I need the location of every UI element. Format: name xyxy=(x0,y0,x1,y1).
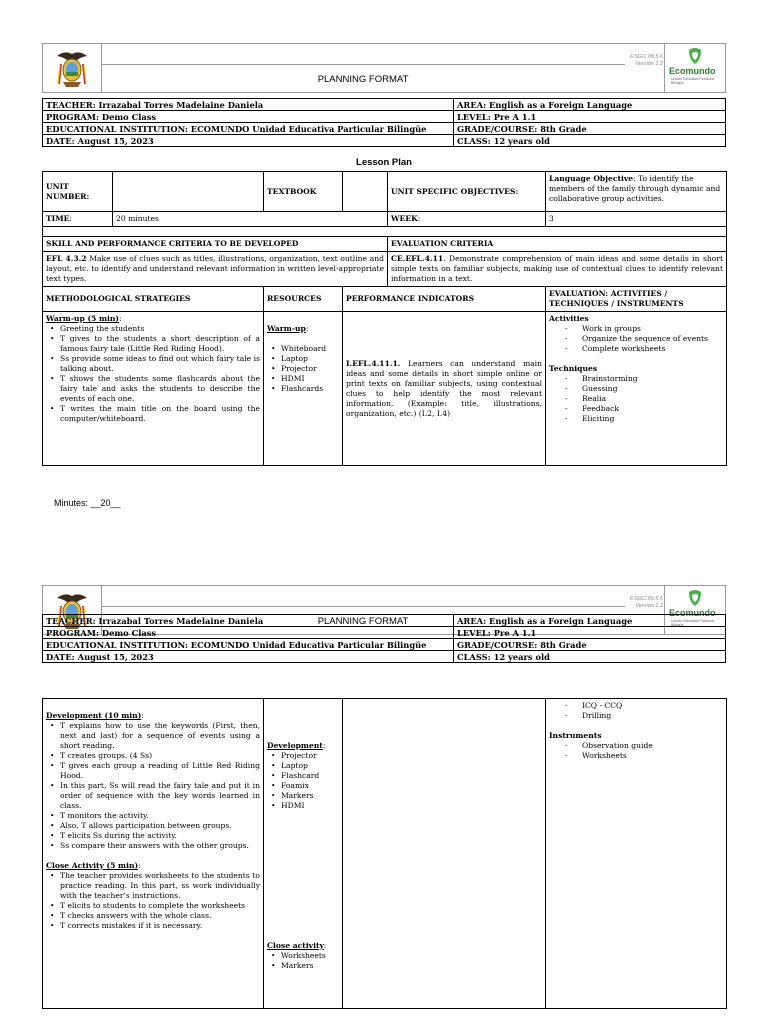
evaluation-criteria-description xyxy=(388,252,727,287)
list-item: • Also, T allows participation between groups. xyxy=(60,821,260,831)
header-title: PLANNING FORMAT xyxy=(317,74,409,85)
list-item: • HDMI xyxy=(281,801,339,811)
list-item: • T elicits to students to complete the worksheets xyxy=(60,901,260,911)
text-segment: : xyxy=(69,214,72,223)
unit-number-value xyxy=(113,172,264,212)
evaluation-activities xyxy=(546,312,727,466)
list-item: - Worksheets xyxy=(582,751,723,761)
list-item: • Markers xyxy=(281,961,339,971)
list-item: - Guessing xyxy=(582,384,723,394)
list-item: • Laptop xyxy=(281,354,339,364)
text-segment: Make use of clues such as titles, illustrations, organization, text outline and layout, etc. to identify and understand relevant information in written level-appropriate text types. xyxy=(46,254,384,283)
text-segment: Instruments xyxy=(549,731,602,740)
minutes-label: Minutes: __20__ xyxy=(54,498,121,508)
text-segment: EFL 4.3.2 xyxy=(46,254,87,263)
list-item: - Realia xyxy=(582,394,723,404)
time-label xyxy=(43,212,113,227)
area-cell: AREA: English as a Foreign Language xyxy=(454,99,726,111)
level-cell: LEVEL: Pre A 1.1 xyxy=(454,111,726,123)
ecuador-coat-of-arms-icon xyxy=(43,44,102,92)
skill-header: SKILL AND PERFORMANCE CRITERIA TO BE DEVELOPED xyxy=(43,237,388,252)
text-segment: Warm-up xyxy=(267,324,306,333)
logo-subtext: Unidad Educativa Particular Bilingüe xyxy=(671,619,715,627)
text-segment: . Demonstrate comprehension of main ideas and some details in short simple texts on familiar subjects, making use of contextual clues to identify relevant information in a text. xyxy=(391,254,723,283)
text-segment: WEEK xyxy=(391,214,418,223)
logo-text: Ecomundo xyxy=(669,66,716,76)
unit-number-label xyxy=(43,172,113,212)
teacher-cell: TEACHER: Irrazabal Torres Madelaine Daniela xyxy=(43,615,454,627)
program-cell: PROGRAM: Demo Class xyxy=(43,627,454,639)
development-strategies xyxy=(43,699,264,1009)
list-item: • T writes the main title on the board using the computer/whiteboard. xyxy=(60,404,260,424)
lesson-plan-table xyxy=(42,171,727,466)
logo-text: Ecomundo xyxy=(669,608,716,618)
time-value: 20 minutes xyxy=(113,212,388,227)
evaluation-activities-header: EVALUATION: ACTIVITIES / TECHNIQUES / INSTRUMENTS xyxy=(546,287,727,312)
list-item: - Organize the sequence of events xyxy=(582,334,723,344)
list-item: • Projector xyxy=(281,364,339,374)
text-segment: Close activity xyxy=(267,941,324,950)
list-item: • T creates groups. (4 Ss) xyxy=(60,751,260,761)
list-item: • Projector xyxy=(281,751,339,761)
program-cell: PROGRAM: Demo Class xyxy=(43,111,454,123)
list-item: • Greeting the students xyxy=(60,324,260,334)
resources-header: RESOURCES xyxy=(264,287,343,312)
date-cell: DATE: August 15, 2023 xyxy=(43,651,454,663)
textbook-label xyxy=(264,172,343,212)
list-item: • Foamix xyxy=(281,781,339,791)
evaluation-continued xyxy=(546,699,727,1009)
grade-cell: GRADE/COURSE: 8th Grade xyxy=(454,639,726,651)
performance-header: PERFORMANCE INDICATORS xyxy=(343,287,546,312)
text-segment: : xyxy=(323,941,327,950)
list-item: • T shows the students some flashcards about the fairy tale and asks the students to describe the events of each one. xyxy=(60,374,260,404)
warmup-resources xyxy=(264,312,343,466)
list-item: • T explains how to use the keywords (First, then, next and last) for a sequence of events using a short reading. xyxy=(60,721,260,751)
info-table xyxy=(42,614,726,663)
text-segment: Techniques xyxy=(549,364,598,373)
list-item: • Whiteboard xyxy=(281,344,339,354)
week-value: 3 xyxy=(546,212,727,227)
performance-indicator-continued xyxy=(343,699,546,1009)
list-item: • In this part, Ss will read the fairy tale and put it in order of sequence with the key words learned in class. xyxy=(60,781,260,811)
warmup-strategies xyxy=(43,312,264,466)
text-segment: : xyxy=(417,214,421,223)
list-item: • Flashcard xyxy=(281,771,339,781)
text-segment: UNIT SPECIFIC OBJECTIVES: xyxy=(391,186,519,196)
text-segment: Development (10 min) xyxy=(46,711,142,720)
institution-cell: EDUCATIONAL INSTITUTION: ECOMUNDO Unidad Educativa Particular Bilingüe xyxy=(43,123,454,135)
class-cell: CLASS: 12 years old xyxy=(454,135,726,147)
list-item: • T checks answers with the whole class. xyxy=(60,911,260,921)
list-item: - Feedback xyxy=(582,404,723,414)
ecomundo-logo xyxy=(664,44,725,92)
form-code: F.SGC.09.5.6 Versión 1.2 xyxy=(630,596,663,609)
text-segment: UNIT NUMBER: xyxy=(46,181,90,201)
text-segment: : xyxy=(119,314,122,323)
text-segment: Language Objective xyxy=(549,174,634,183)
development-resources xyxy=(264,699,343,1009)
teacher-cell: TEACHER: Irrazabal Torres Madelaine Daniela xyxy=(43,99,454,111)
text-segment: : xyxy=(141,711,144,720)
list-item: • Ss compare their answers with the other groups. xyxy=(60,841,260,851)
list-item: • Laptop xyxy=(281,761,339,771)
list-item: - Brainstorming xyxy=(582,374,723,384)
textbook-value xyxy=(343,172,388,212)
lesson-plan-title: Lesson Plan xyxy=(356,157,412,168)
text-segment: : To identify the members of the family through dynamic and collaborative group activities. xyxy=(549,174,721,203)
list-item: - ICQ - CCQ xyxy=(582,701,723,711)
header-title: PLANNING FORMAT xyxy=(317,616,409,627)
area-cell: AREA: English as a Foreign Language xyxy=(454,615,726,627)
text-segment: I.EFL.4.11.1. xyxy=(346,358,401,368)
level-cell: LEVEL: Pre A 1.1 xyxy=(454,627,726,639)
date-cell: DATE: August 15, 2023 xyxy=(43,135,454,147)
spacer-row xyxy=(43,227,727,237)
list-item: - Eliciting xyxy=(582,414,723,424)
text-segment: Development xyxy=(267,741,323,750)
form-code: F.SGC.09.5.6 Versión 1.2 xyxy=(630,54,663,67)
list-item: • Worksheets xyxy=(281,951,339,961)
text-segment: : xyxy=(305,324,309,333)
text-segment: Activities xyxy=(549,314,589,323)
list-item: • T gives to the students a short description of a famous fairy tale (Little Red Riding Hood). xyxy=(60,334,260,354)
text-segment: TIME xyxy=(46,214,70,223)
evaluation-criteria-header: EVALUATION CRITERIA xyxy=(388,237,727,252)
lesson-plan-continuation-table xyxy=(42,698,727,1009)
logo-subtext: Unidad Educativa Particular Bilingüe xyxy=(671,77,715,85)
list-item: • Flashcards xyxy=(281,384,339,394)
info-table xyxy=(42,98,726,147)
text-segment: TEXTBOOK xyxy=(267,186,317,196)
list-item: • T monitors the activity. xyxy=(60,811,260,821)
list-item: • T corrects mistakes if it is necessary. xyxy=(60,921,260,931)
text-segment: CE.EFL.4.11 xyxy=(391,254,444,263)
list-item: • T gives each group a reading of Little Red Riding Hood. xyxy=(60,761,260,781)
text-segment: : xyxy=(138,861,141,870)
methodological-header: METHODOLOGICAL STRATEGIES xyxy=(43,287,264,312)
list-item: - Drilling xyxy=(582,711,723,721)
text-segment: : xyxy=(322,741,326,750)
list-item: • HDMI xyxy=(281,374,339,384)
page-header xyxy=(42,43,726,93)
list-item: • Markers xyxy=(281,791,339,801)
class-cell: CLASS: 12 years old xyxy=(454,651,726,663)
performance-indicator xyxy=(343,312,546,466)
text-segment: Warm-up (5 min) xyxy=(46,314,120,323)
list-item: • T elicits Ss during the activity. xyxy=(60,831,260,841)
week-label xyxy=(388,212,546,227)
list-item: - Work in groups xyxy=(582,324,723,334)
skill-description xyxy=(43,252,388,287)
list-item: - Observation guide xyxy=(582,741,723,751)
institution-cell: EDUCATIONAL INSTITUTION: ECOMUNDO Unidad Educativa Particular Bilingüe xyxy=(43,639,454,651)
list-item: - Complete worksheets xyxy=(582,344,723,354)
objectives-label xyxy=(388,172,546,212)
list-item: • Ss provide some ideas to find out which fairy tale is talking about. xyxy=(60,354,260,374)
language-objective xyxy=(546,172,727,212)
text-segment: Close Activity (5 min) xyxy=(46,861,139,870)
grade-cell: GRADE/COURSE: 8th Grade xyxy=(454,123,726,135)
text-segment: Learners can understand main ideas and some details in short simple online or print texts on familiar subjects, using contextual clues to help identify the most relevant information. (Example: title, illustrations, organization, etc.) (I.2, I.4) xyxy=(346,358,542,418)
list-item: • The teacher provides worksheets to the students to practice reading. In this part, ss work individually with the teacher’s instructions. xyxy=(60,871,260,901)
